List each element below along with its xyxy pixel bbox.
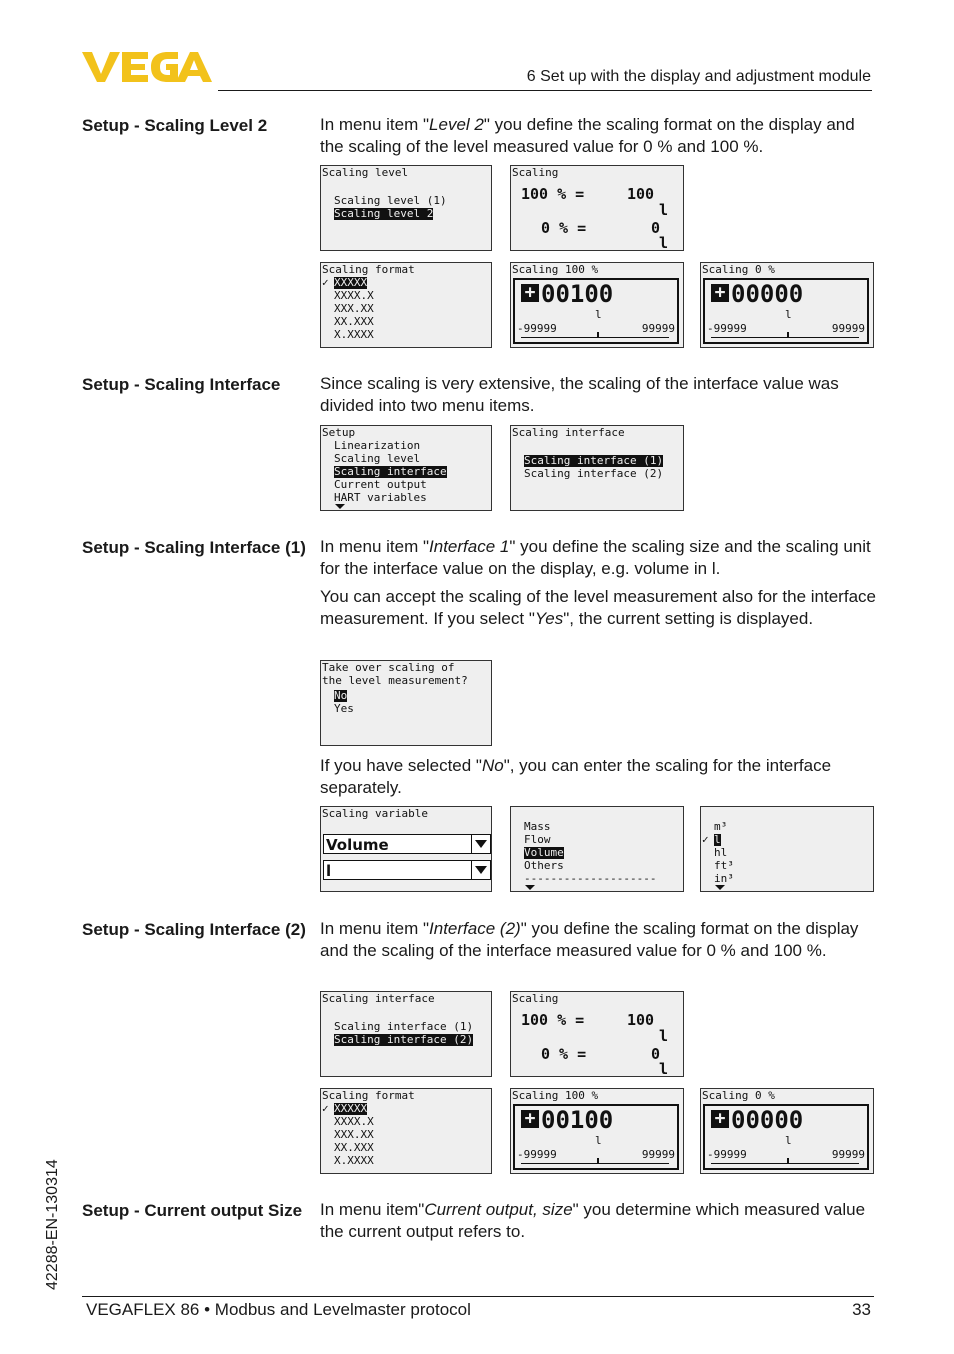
label-scaling-interface-2: Setup - Scaling Interface (2): [82, 920, 306, 939]
label-scaling-interface-1: Setup - Scaling Interface (1): [82, 538, 306, 557]
header-section: 6 Set up with the display and adjustment module: [526, 68, 871, 85]
vega-logo: [82, 50, 212, 84]
scroll-down-icon: [525, 885, 535, 890]
variable-dropdown: Volume: [323, 834, 491, 854]
para-scaling-interface: Since scaling is very extensive, the scaling of the interface value was divided into two menu items.: [320, 374, 839, 415]
para-interface1-c: If you have selected "No", you can enter the scaling for the interface separately.: [320, 756, 832, 797]
page-number: 33: [852, 1300, 871, 1319]
screen-scaling: Scaling 100 % = 100 l 0 % = 0 l: [510, 165, 684, 251]
screen-scaling-100: Scaling 100 % + 00100 l -99999 99999: [510, 262, 684, 348]
screen-scaling-format-b: Scaling format ✓ XXXXX XXXX.X XXX.XX XX.XXX X.XXXX: [320, 1088, 492, 1174]
label-scaling-interface: Setup - Scaling Interface: [82, 375, 281, 394]
screen-scaling-format: Scaling format ✓ XXXXX XXXX.X XXX.XX XX.XXX X.XXXX: [320, 262, 492, 348]
para-interface2: In menu item "Interface (2)" you define the scaling format on the display and the scaling of the interface measured value for 0 % and 100 %.: [320, 919, 859, 960]
screen-variable-list: Mass Flow Volume Others --------------------: [510, 806, 684, 892]
header-rule: [218, 90, 872, 91]
para-interface1-a: In menu item "Interface 1" you define the scaling size and the scaling unit for the interface value on the display, e.g. volume in l.: [320, 537, 871, 578]
screen-take-over: Take over scaling of the level measurement? No Yes: [320, 660, 492, 746]
screen-setup-menu: Setup Linearization Scaling level Scaling interface Current output HART variables: [320, 425, 492, 511]
screen-scaling-100-b: Scaling 100 % + 00100 l -99999 99999: [510, 1088, 684, 1174]
screen-scaling-0: Scaling 0 % + 00000 l -99999 99999: [700, 262, 874, 348]
para-current-output: In menu item"Current output, size" you determine which measured value the current output refers to.: [320, 1200, 866, 1241]
screen-scaling-interface-2: Scaling interface Scaling interface (1) Scaling interface (2): [320, 991, 492, 1077]
label-current-output: Setup - Current output Size: [82, 1201, 303, 1220]
scroll-down-icon: [715, 885, 725, 890]
screen-unit-list: m³ ✓ l hl ft³ in³: [700, 806, 874, 892]
chevron-down-icon: [471, 835, 490, 853]
para-scaling-level-2: In menu item "Level 2" you define the scaling format on the display and the scaling of the level measured value for 0 % and 100 %.: [320, 115, 855, 156]
footer-product: VEGAFLEX 86 • Modbus and Levelmaster protocol: [86, 1300, 471, 1319]
chevron-down-icon: [471, 861, 490, 879]
doc-number: 42288-EN-130314: [44, 1159, 61, 1290]
screen-scaling-0-b: Scaling 0 % + 00000 l -99999 99999: [700, 1088, 874, 1174]
unit-dropdown: l: [323, 860, 491, 880]
screen-scaling-variable: Scaling variable Volume l: [320, 806, 492, 892]
footer-rule: [82, 1296, 874, 1297]
screen-scaling-interface: Scaling interface Scaling interface (1) Scaling interface (2): [510, 425, 684, 511]
screen-scaling-level: Scaling level Scaling level (1) Scaling level 2: [320, 165, 492, 251]
para-interface1-b: You can accept the scaling of the level measurement also for the interface measurement. If you select "Yes", the current setting is displayed.: [320, 587, 876, 628]
screen-scaling-b: Scaling 100 % = 100 l 0 % = 0 l: [510, 991, 684, 1077]
scroll-down-icon: [335, 504, 345, 509]
label-scaling-level-2: Setup - Scaling Level 2: [82, 116, 268, 135]
